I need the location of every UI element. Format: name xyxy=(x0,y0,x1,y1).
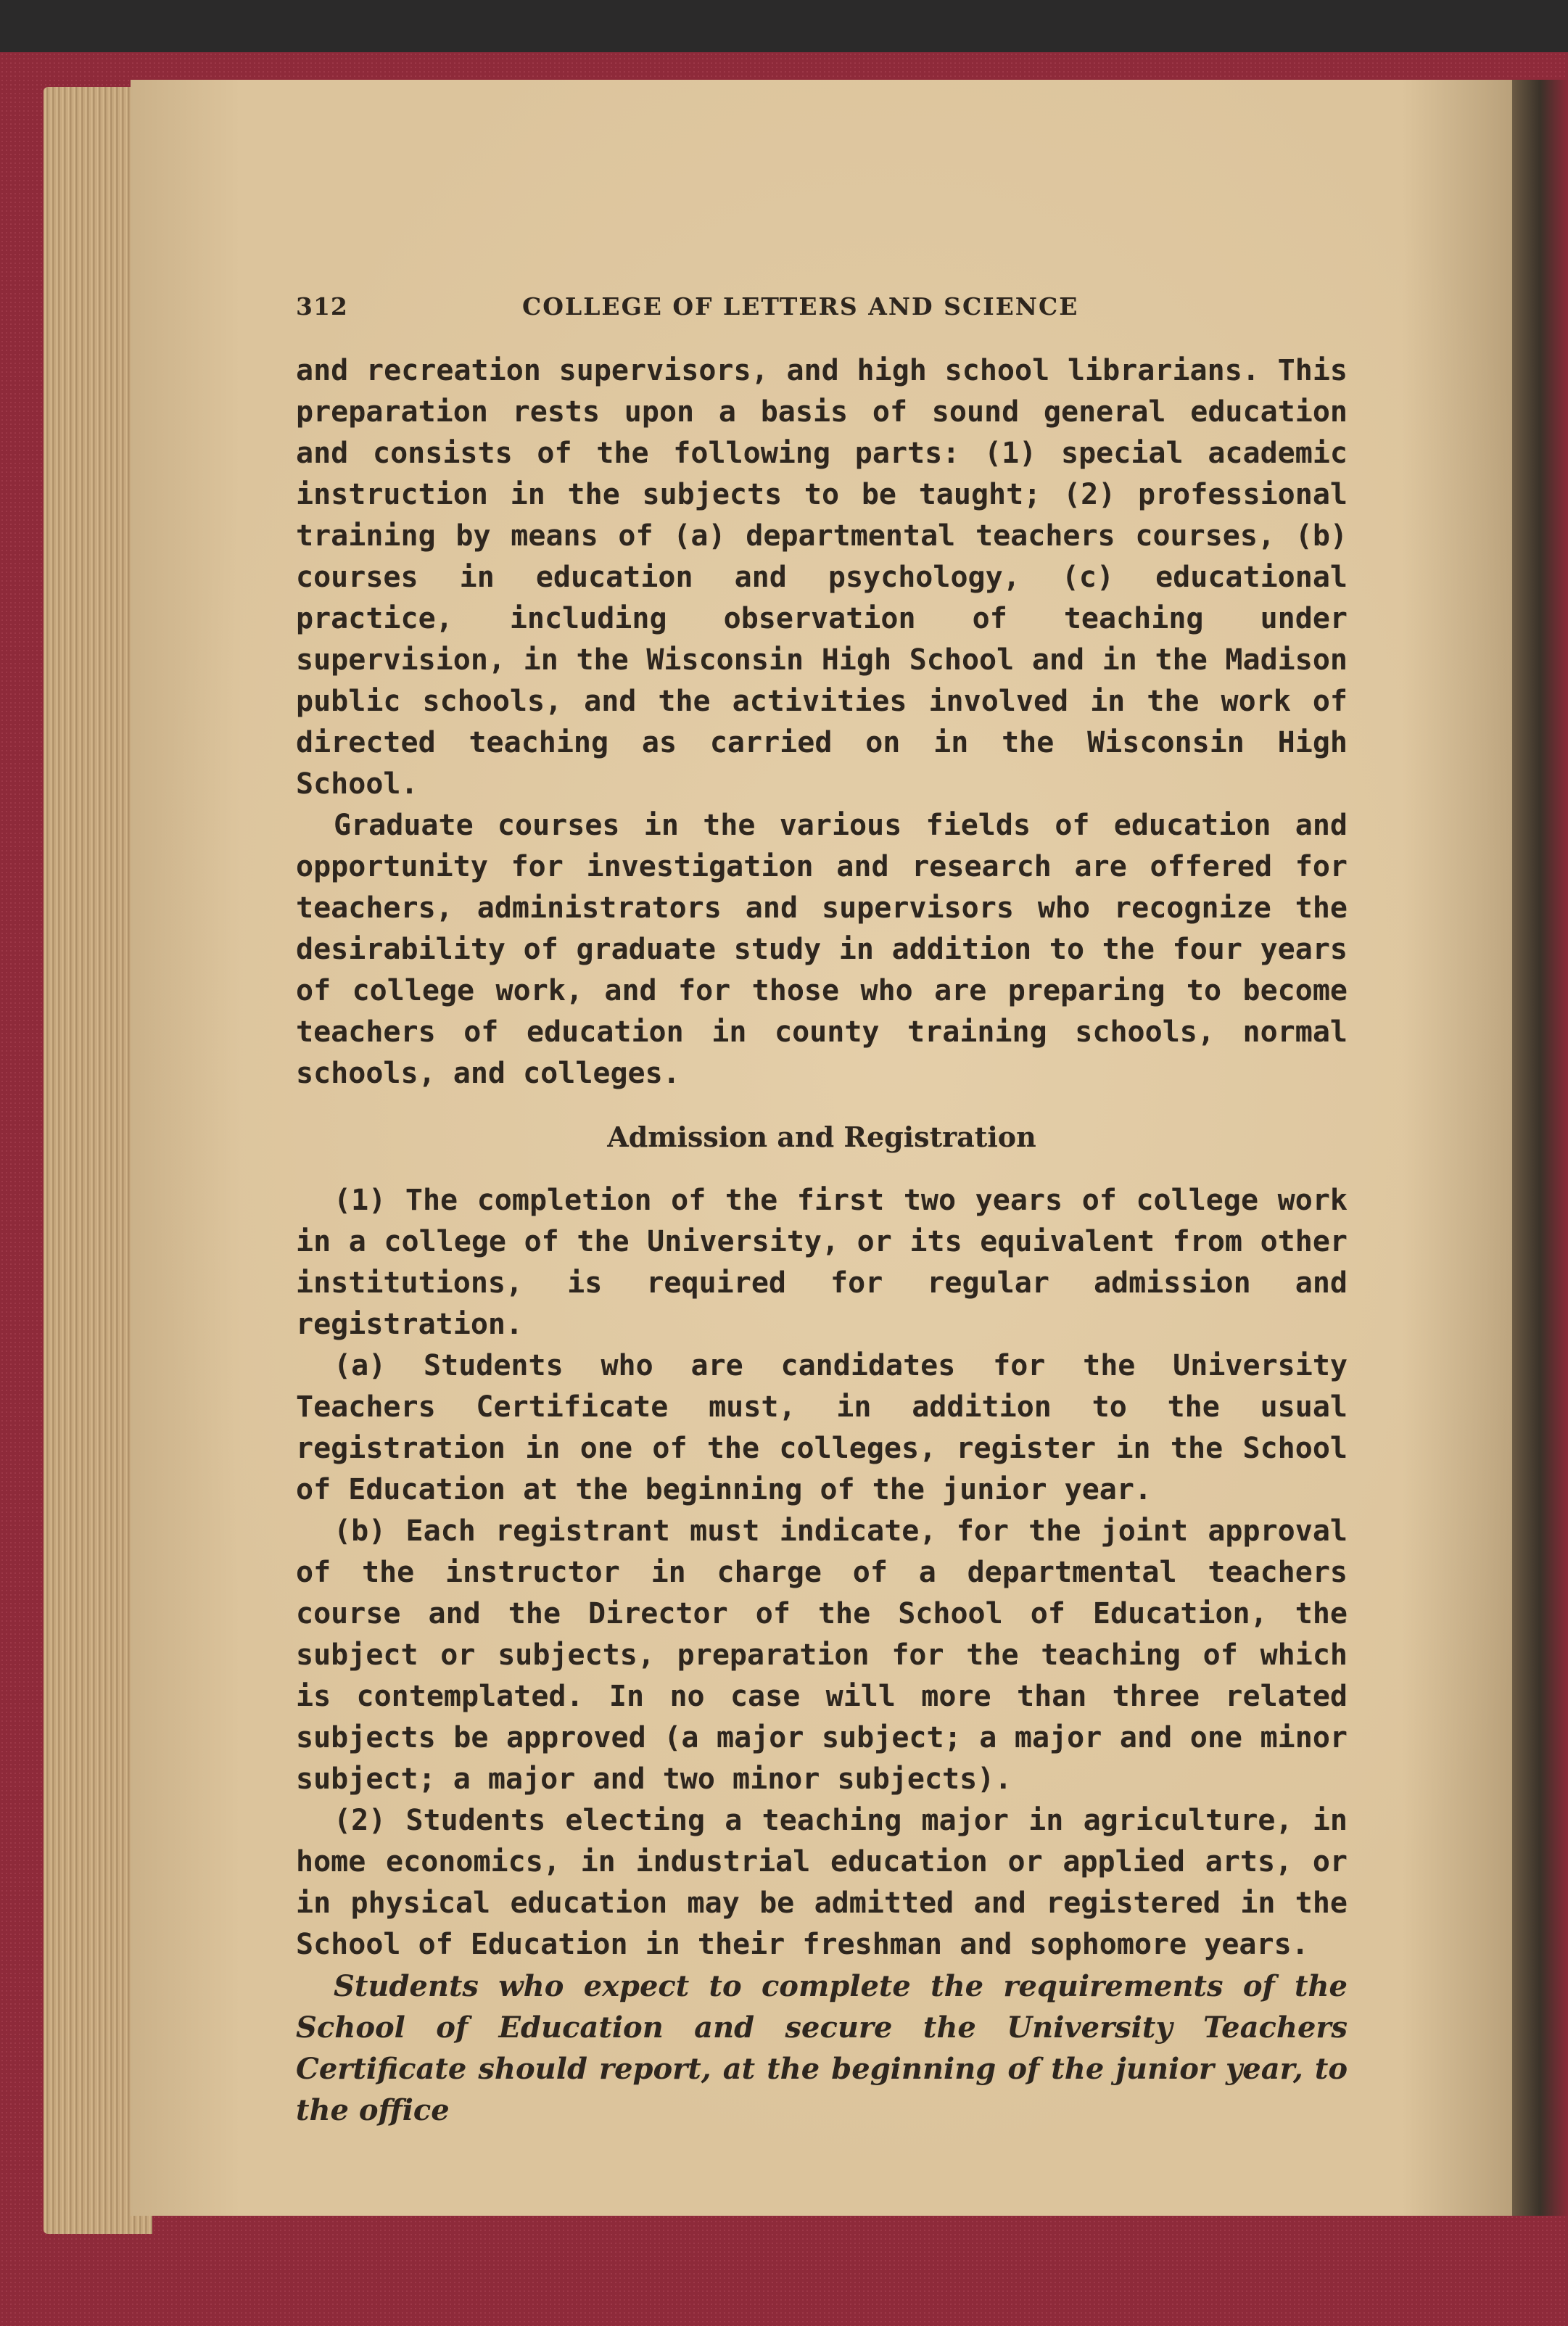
running-head xyxy=(296,286,1348,330)
section-heading: Admission and Registration xyxy=(607,1121,1036,1153)
page-number: 312 xyxy=(296,292,348,321)
admission-paragraph-2: (2) Students electing a teaching major in agriculture, in home economics, in industrial education or applied arts, or in physical education may be admitted and registered in the School of Education in their freshman and sophomore years. xyxy=(296,1804,1348,1961)
paragraph-2: Graduate courses in the various fields of education and opportunity for investigation and research are offered for teachers, administrators and supervisors who recognize the desirability of graduate study in addition to the four years of college work, and for those who are preparing to become teachers of education in county training schools, normal schools, and colleges. xyxy=(296,809,1348,1090)
page-text xyxy=(296,286,1348,2131)
italic-paragraph: Students who expect to complete the requirements of the School of Education and secure the University Teachers Certificate should report, at the beginning of the junior year, to the office xyxy=(296,1969,1348,2127)
admission-paragraph-b: (b) Each registrant must indicate, for the joint approval of the instructor in charge of a departmental teachers course and the Director of the School of Education, the subject or subjects, preparation for the teaching of which is contemplated. In no case will more than three related subjects be approved (a major subject; a major and one minor subject; a major and two minor subjects). xyxy=(296,1514,1348,1796)
admission-paragraph-1: (1) The completion of the first two years of college work in a college of the University, or its equivalent from other institutions, is required for regular admission and registration. xyxy=(296,1184,1348,1341)
paragraph-1: and recreation supervisors, and high school librarians. This preparation rests upon a basis of sound general education and consists of the following parts: (1) special academic instruction in the subjects to be taught; (2) professional training by means of (a) departmental teachers courses, (b) courses in education and psychology, (c) educational practice, including observation of teaching under supervision, in the Wisconsin High School and in the Madison public schools, and the activities involved in the work of directed teaching as carried on in the Wisconsin High School. xyxy=(296,354,1348,801)
admission-paragraph-a: (a) Students who are candidates for the University Teachers Certificate must, in addition to the usual registration in one of the colleges, register in the School of Education at the beginning of the junior year. xyxy=(296,1349,1348,1506)
book-gutter xyxy=(1512,80,1568,2216)
running-title: COLLEGE OF LETTERS AND SCIENCE xyxy=(522,292,1079,321)
